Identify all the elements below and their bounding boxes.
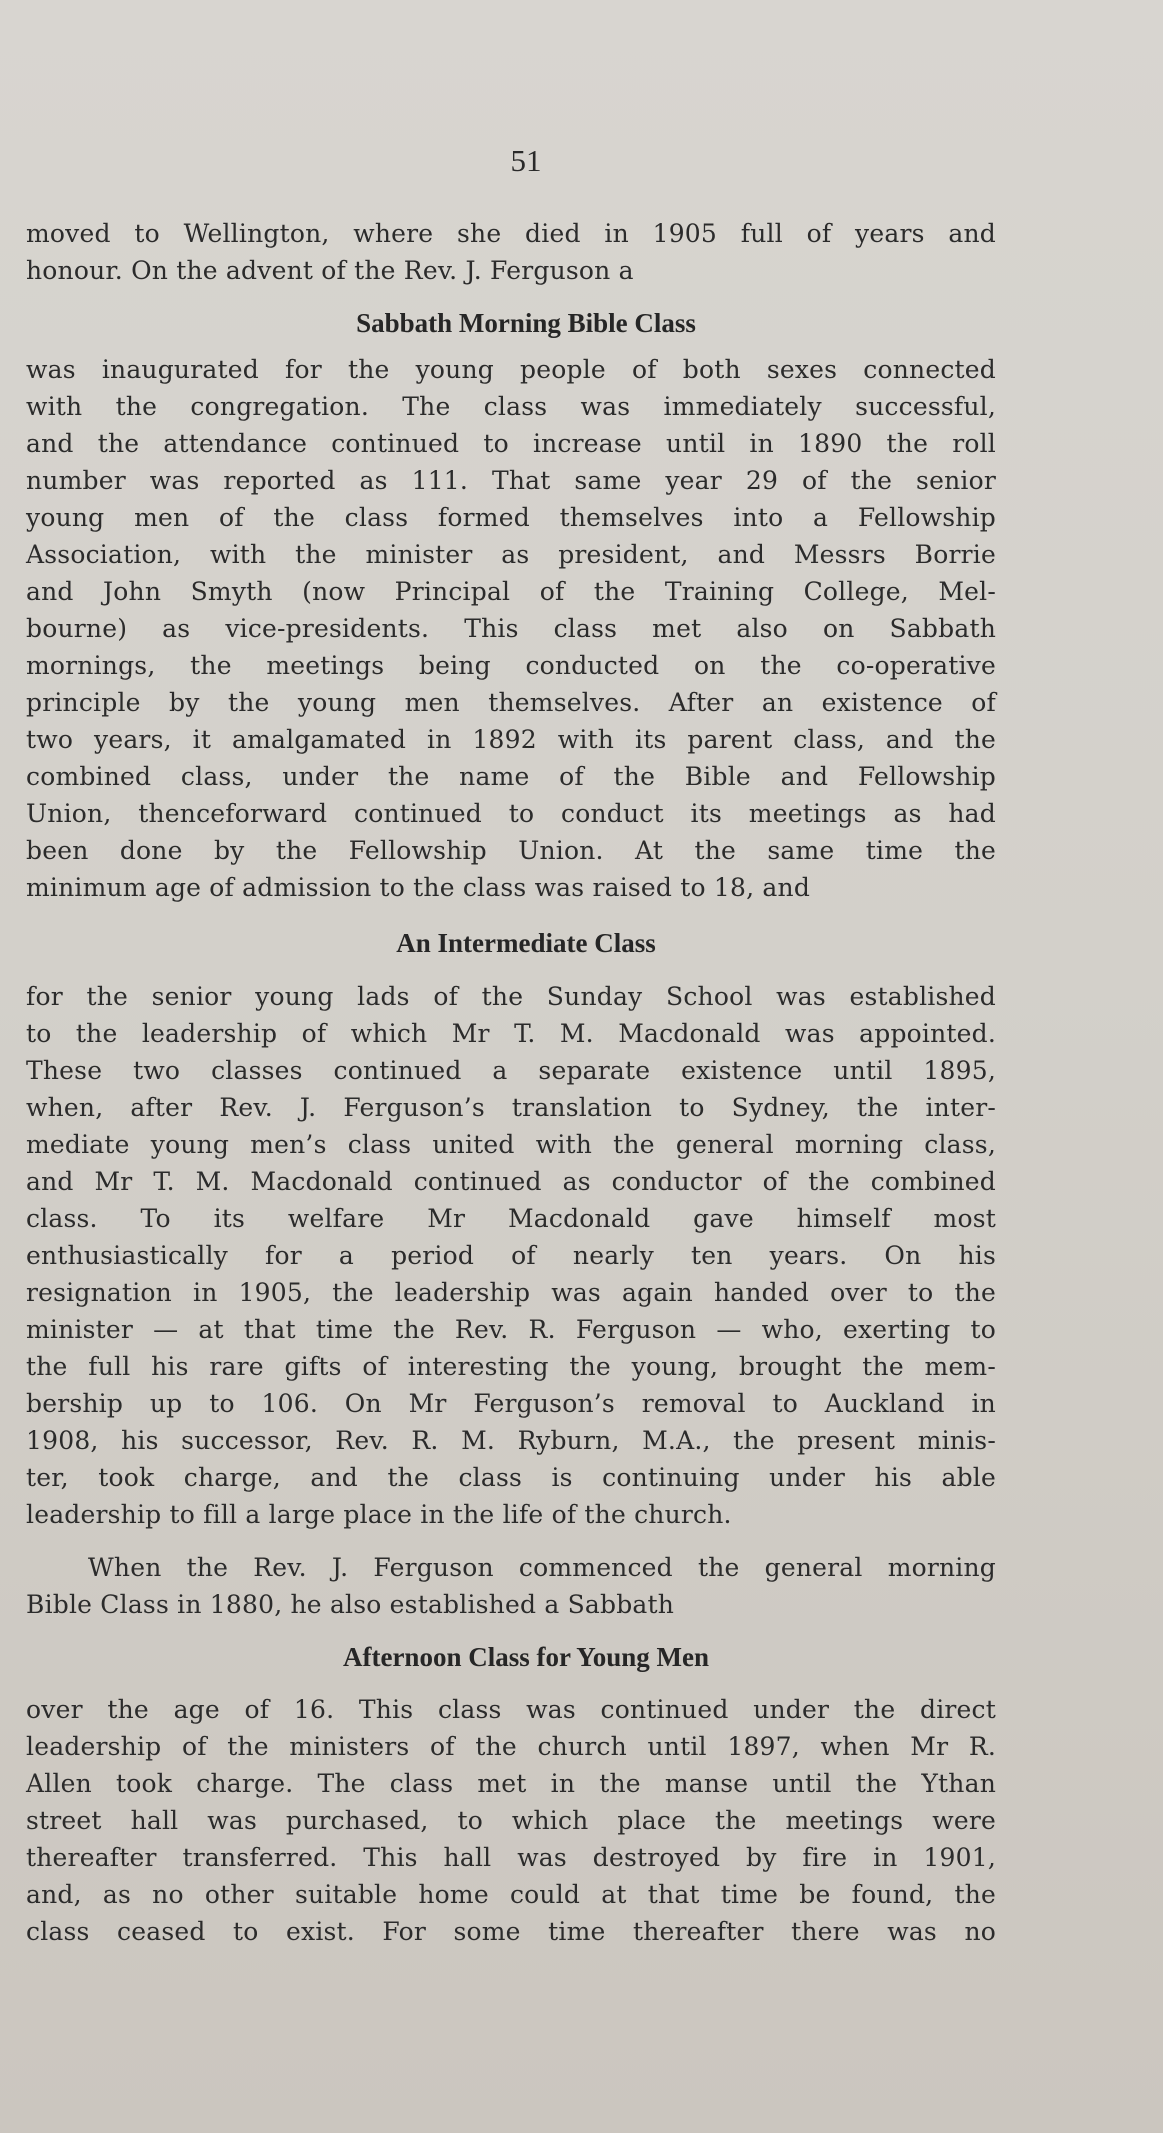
text-line: thereafter transferred. This hall was destroyed by fire in 1901,	[26, 1843, 996, 1872]
text-line: combined class, under the name of the Bible and Fellowship	[26, 762, 996, 791]
text-line: resignation in 1905, the leadership was again handed over to the	[26, 1278, 996, 1307]
section-heading: An Intermediate Class	[396, 928, 656, 958]
text-line: moved to Wellington, where she died in 1905 full of years and	[26, 219, 996, 248]
text-line: number was reported as 111. That same year 29 of the senior	[26, 466, 996, 495]
text-line: Bible Class in 1880, he also established a Sabbath	[26, 1590, 675, 1619]
text-line: ter, took charge, and the class is continuing under his able	[26, 1463, 996, 1492]
text-line: two years, it amalgamated in 1892 with its parent class, and the	[26, 725, 996, 754]
text-line: Association, with the minister as president, and Messrs Borrie	[26, 540, 996, 569]
text-line: and, as no other suitable home could at that time be found, the	[26, 1880, 996, 1909]
text-line: for the senior young lads of the Sunday School was established	[26, 982, 996, 1011]
text-line: with the congregation. The class was immediately successful,	[26, 392, 996, 421]
text-line: the full his rare gifts of interesting the young, brought the mem-	[26, 1352, 996, 1381]
text-line: mediate young men’s class united with the general morning class,	[26, 1130, 996, 1159]
text-line: class ceased to exist. For some time thereafter there was no	[26, 1917, 996, 1946]
text-line: street hall was purchased, to which place the meetings were	[26, 1806, 996, 1835]
text-line: 1908, his successor, Rev. R. M. Ryburn, M.A., the present minis-	[26, 1426, 996, 1455]
text-line: minimum age of admission to the class was raised to 18, and	[26, 873, 811, 902]
page-number: 51	[510, 143, 542, 178]
text-line: enthusiastically for a period of nearly ten years. On his	[26, 1241, 996, 1270]
text-line: was inaugurated for the young people of both sexes connected	[26, 355, 996, 384]
section-heading: Sabbath Morning Bible Class	[356, 308, 696, 338]
text-line: Union, thenceforward continued to conduct its meetings as had	[26, 799, 996, 828]
text-line: class. To its welfare Mr Macdonald gave himself most	[26, 1204, 996, 1233]
text-line: young men of the class formed themselves into a Fellowship	[26, 503, 996, 532]
text-line: and John Smyth (now Principal of the Training College, Mel-	[26, 577, 996, 606]
text-line: over the age of 16. This class was continued under the direct	[26, 1695, 996, 1724]
text-line: When the Rev. J. Ferguson commenced the general morning	[88, 1553, 996, 1582]
text-line: when, after Rev. J. Ferguson’s translation to Sydney, the inter-	[26, 1093, 996, 1122]
text-line: honour. On the advent of the Rev. J. Ferguson a	[26, 256, 634, 285]
text-line: been done by the Fellowship Union. At the same time the	[26, 836, 996, 865]
text-line: mornings, the meetings being conducted on the co-operative	[26, 651, 996, 680]
text-line: to the leadership of which Mr T. M. Macdonald was appointed.	[26, 1019, 996, 1048]
text-line: leadership of the ministers of the church until 1897, when Mr R.	[26, 1732, 996, 1761]
text-line: and Mr T. M. Macdonald continued as conductor of the combined	[26, 1167, 996, 1196]
text-line: Allen took charge. The class met in the manse until the Ythan	[26, 1769, 996, 1798]
text-line: bourne) as vice-presidents. This class met also on Sabbath	[26, 614, 996, 643]
book-page	[26, 0, 1006, 2133]
text-line: and the attendance continued to increase until in 1890 the roll	[26, 429, 996, 458]
text-line: These two classes continued a separate existence until 1895,	[26, 1056, 996, 1085]
text-line: minister — at that time the Rev. R. Ferguson — who, exerting to	[26, 1315, 996, 1344]
text-line: bership up to 106. On Mr Ferguson’s removal to Auckland in	[26, 1389, 996, 1418]
text-line: leadership to fill a large place in the life of the church.	[26, 1500, 732, 1529]
text-line: principle by the young men themselves. After an existence of	[26, 688, 996, 717]
section-heading: Afternoon Class for Young Men	[342, 1642, 709, 1672]
